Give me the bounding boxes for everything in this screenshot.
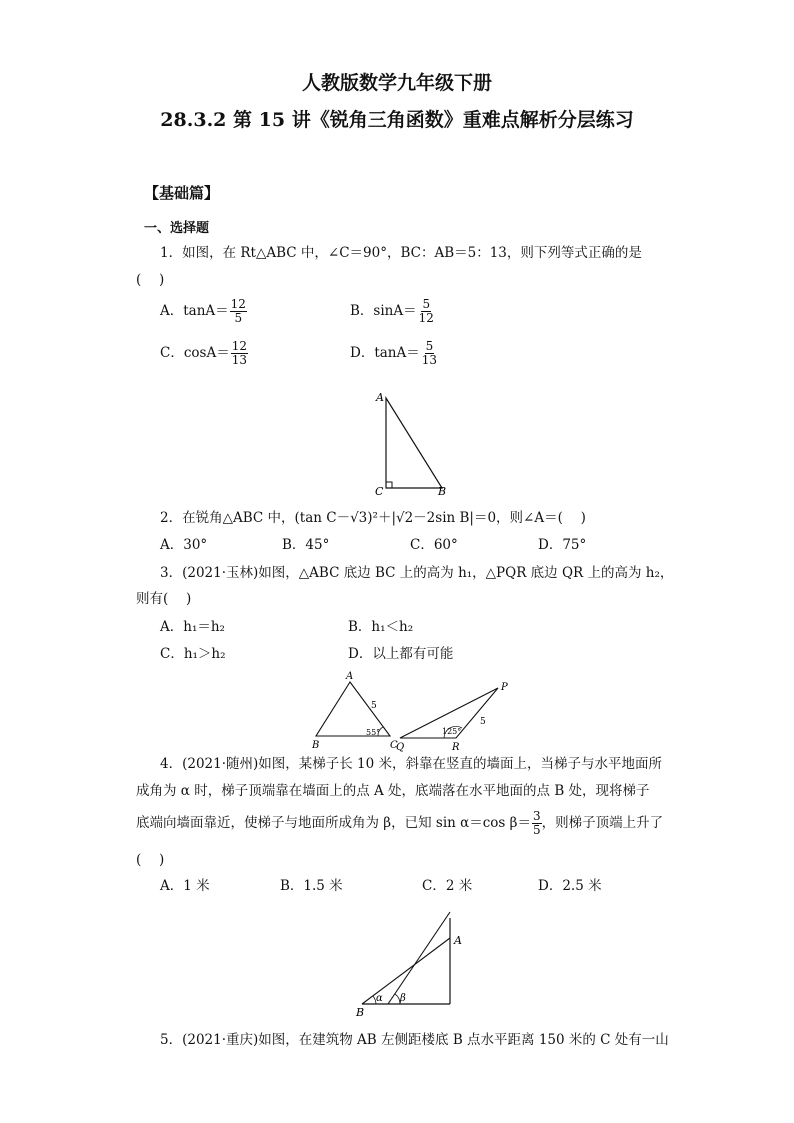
q3-label-a: A [346,671,354,682]
q3-triangles-figure [308,670,518,756]
q1-label-b: B [438,485,447,498]
q4-label-beta: β [400,993,406,1004]
q4-text-3b: ，则梯子顶端上升了 [541,815,664,831]
q3-label-r: R [452,742,460,753]
q2-option-d: D．75° [538,537,587,553]
q4-text-2: 成角为 α 时，梯子顶端靠在墙面上的点 A 处，底端落在水平地面的点 B 处，现将梯子 [136,783,650,799]
q1-option-d-num: 5 [425,339,434,353]
q1-option-c-den: 13 [231,353,247,367]
q3-text-cont: 则有( ) [136,591,192,607]
q1-option-b [350,298,435,325]
q4-label-a: A [454,934,462,947]
q4-label-b: B [356,1006,365,1019]
q1-option-a-den: 5 [234,311,243,325]
q1-label-c: C [375,485,384,498]
q2-option-b: B．45° [282,537,330,553]
q1-option-a-fraction [230,298,247,325]
q3-option-d: D．以上都有可能 [348,646,454,662]
q4-answer-blank: ( ) [136,852,165,868]
q1-option-d-label: D．tanA＝ [350,345,420,361]
q1-label-a: A [376,391,384,404]
q3-label-q: Q [396,742,405,753]
q1-option-a-label: A．tanA＝ [160,303,229,319]
q3-option-b: B．h₁＜h₂ [348,619,414,635]
q4-option-d: D．2.5 米 [538,878,602,894]
q4-option-b: B．1.5 米 [280,878,343,894]
q1-right-angle-mark [386,482,392,488]
section-heading: 【基础篇】 [144,184,220,202]
q1-answer-blank: ( ) [136,272,165,288]
q2-text: 2．在锐角△ABC 中，(tan C－√3)²＋|√2－2sin B|＝0，则∠A＝( ) [160,510,586,526]
q3-text: 3．(2021·玉林)如图，△ABC 底边 BC 上的高为 h₁，△PQR 底边 QR 上的高为 h₂， [160,565,674,581]
q3-label-b: B [312,740,320,751]
q3-label-c: C [390,740,398,751]
q1-option-b-den: 12 [418,311,434,325]
q3-angle-label-1: 55° [366,728,381,737]
q3-triangle-abc [311,671,398,751]
q1-option-c-label: C．cosA＝ [160,345,230,361]
q1-option-a [160,298,247,325]
q4-label-alpha: α [376,993,383,1004]
q4-option-c: C．2 米 [422,878,473,894]
q1-triangle-figure [370,388,460,498]
lesson-subtitle: 28.3.2 第 15 讲《锐角三角函数》重难点解析分层练习 [160,109,634,131]
q4-fraction-num: 3 [532,809,541,823]
q3-label-p: P [501,682,508,693]
q1-option-d-den: 13 [421,353,438,367]
q2-option-c: C．60° [410,537,458,553]
q3-side-label-2: 5 [480,717,486,727]
q1-option-d-fraction [421,340,438,367]
q1-option-c-fraction [231,340,248,367]
q4-ladder-beta [388,912,450,1004]
part-heading: 一、选择题 [144,221,210,236]
q3-triangle-pqr [396,682,508,753]
q1-option-b-label: B．sinA＝ [350,303,417,319]
q1-triangle-shape [386,398,442,488]
q5-text: 5．(2021·重庆)如图，在建筑物 AB 左侧距楼底 B 点水平距离 150 米的 C 处有一山 [160,1032,669,1048]
q1-text: 1．如图，在 Rt△ABC 中，∠C＝90°，BC：AB＝5：13，则下列等式正确的是 [160,245,642,261]
q1-option-c-num: 12 [231,339,247,353]
q1-option-d [350,340,438,367]
q3-option-a: A．h₁＝h₂ [160,619,225,635]
q4-ladder-figure [350,908,470,1020]
q3-option-c: C．h₁＞h₂ [160,646,226,662]
q2-option-a: A．30° [160,537,208,553]
document-title: 人教版数学九年级下册 [301,72,492,94]
q1-option-a-num: 12 [230,297,246,311]
q4-fraction-den: 5 [532,823,541,837]
q1-option-b-num: 5 [422,297,431,311]
q1-option-b-fraction [418,298,435,325]
q3-side-label-1: 5 [371,701,377,711]
q4-option-a: A．1 米 [160,878,210,894]
q4-text-1: 4．(2021·随州)如图，某梯子长 10 米，斜靠在竖直的墙面上，当梯子与水平地面所 [160,756,663,772]
q4-fraction [532,810,542,837]
q1-option-c [160,340,248,367]
q4-text-3 [136,810,663,837]
q4-text-3a: 底端向墙面靠近，使梯子与地面所成角为 β，已知 sin α＝cos β＝ [136,815,531,831]
q3-angle-label-2: 125° [442,727,462,736]
